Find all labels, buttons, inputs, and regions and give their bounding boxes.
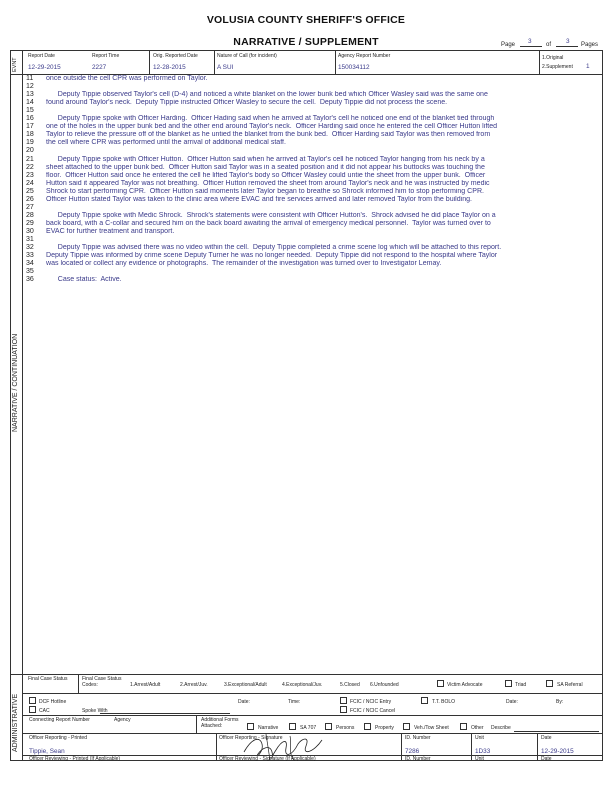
line-number: 24 bbox=[26, 179, 34, 187]
victim-advocate-checkbox[interactable] bbox=[437, 680, 444, 687]
narrative-line bbox=[26, 156, 604, 164]
form-property-label: Property bbox=[375, 725, 394, 731]
line-number: 17 bbox=[26, 123, 34, 131]
id-number2-label: ID. Number bbox=[405, 756, 431, 762]
narrative-line bbox=[26, 276, 604, 284]
line-text: back board, with a C-collar and secured him on the back board awaiting the arrival of emergency medical personnel. Taylor was turned over to bbox=[46, 219, 491, 227]
narrative-line bbox=[26, 147, 604, 155]
id-number-label: ID. Number bbox=[405, 735, 431, 741]
line-number: 33 bbox=[26, 252, 34, 260]
line-number: 20 bbox=[26, 147, 34, 155]
officer-reporting-label: Officer Reporting - Printed bbox=[29, 735, 87, 741]
line-number: 18 bbox=[26, 131, 34, 139]
narrative-line bbox=[26, 139, 604, 147]
officer-reviewing-signature-label: Officer Reviewing - Signature (If Applicable) bbox=[219, 756, 316, 762]
line-number: 31 bbox=[26, 236, 34, 243]
agency-label: Agency bbox=[114, 717, 131, 723]
unit2-label: Unit bbox=[475, 756, 484, 762]
narrative-line bbox=[26, 228, 604, 236]
orig-date: 12-28-2015 bbox=[153, 64, 186, 71]
form-sa707-label: SA 707 bbox=[300, 725, 317, 731]
nature-label: Nature of Call (for incident) bbox=[217, 53, 277, 59]
date-signed-label: Date bbox=[541, 735, 552, 741]
narrative-line bbox=[26, 244, 604, 252]
supplement-number: 1 bbox=[586, 63, 590, 70]
cac-checkbox[interactable] bbox=[29, 706, 36, 713]
tt-bolo-checkbox[interactable] bbox=[421, 697, 428, 704]
report-date-label: Report Date bbox=[28, 53, 55, 59]
line-number: 11 bbox=[26, 75, 34, 82]
line-number: 15 bbox=[26, 107, 34, 115]
triad-label: Triad bbox=[515, 682, 527, 688]
narrative-line bbox=[26, 236, 604, 244]
orig-date-label: Orig. Reported Date bbox=[153, 53, 198, 59]
line-number: 32 bbox=[26, 244, 34, 252]
nature-of-call: A SUI bbox=[217, 64, 234, 71]
line-text: Deputy Tippie was advised there was no video within the cell. Deputy Tippie completed a crime scene log which will be attached to this report. bbox=[46, 244, 502, 252]
narrative-line bbox=[26, 123, 604, 131]
line-text: Deputy Tippie was informed by crime scene Deputy Turner he was no longer needed. Deputy Tippie did not respond to the hospital where Taylor bbox=[46, 252, 498, 260]
line-text: Deputy Tippie spoke with Medic Shrock. Shrock's statements were consistent with Officer Hutton's. Shrock advised he did place Taylor on a bbox=[46, 211, 496, 219]
sa-referral-checkbox[interactable] bbox=[546, 680, 553, 687]
form-persons-label: Persons bbox=[336, 725, 355, 731]
unit-label: Unit bbox=[475, 735, 484, 741]
line-number: 30 bbox=[26, 227, 34, 235]
fcic-cancel-checkbox[interactable] bbox=[340, 706, 347, 713]
triad-checkbox[interactable] bbox=[505, 680, 512, 687]
line-text: Deputy Tippie spoke with Officer Hutton. Officer Hutton said when he arrived at Taylor's cell he noticed Taylor hanging from his neck by a bbox=[46, 155, 485, 163]
line-number: 35 bbox=[26, 268, 34, 276]
line-text: Shrock to start performing CPR. Officer Hutton said moments later Taylor began to breathe so Shrock informed him to stop performing CPR. bbox=[46, 187, 485, 195]
line-text: Hutton said it appeared Taylor was not breathing. Officer Hutton removed the sheet from around Taylor's neck and he was instructed by medic bbox=[46, 179, 490, 187]
line-number: 26 bbox=[26, 195, 34, 203]
code-closed: 5.Closed bbox=[340, 682, 360, 688]
line-number: 12 bbox=[26, 83, 34, 91]
date2-label: Date: bbox=[506, 699, 518, 705]
line-number: 28 bbox=[26, 211, 34, 219]
page-number: 3 bbox=[528, 38, 532, 45]
tt-bolo-label: T.T. BOLO bbox=[432, 699, 456, 705]
form-veh-tow-checkbox[interactable] bbox=[403, 723, 410, 730]
time-label: Time: bbox=[288, 699, 301, 705]
line-text: Case status: Active. bbox=[46, 276, 122, 284]
line-text: Taylor to relieve the pressure off of the blanket as he untied the blanket from the bunk bed. Officer Harding said Taylor was then removed from bbox=[46, 131, 491, 139]
administrative-side-label: ADMINISTRATIVE bbox=[12, 693, 19, 752]
officer-reporting-name: Tippie, Sean bbox=[29, 748, 65, 755]
narrative-line bbox=[26, 260, 604, 268]
line-text: Deputy Tippie spoke with Officer Harding. Officer Hading said when he arrived at Taylor's cell he noticed one end of the blanket tied through bbox=[46, 115, 495, 123]
fcic-entry-checkbox[interactable] bbox=[340, 697, 347, 704]
page-label: Page bbox=[501, 42, 516, 48]
line-number: 21 bbox=[26, 155, 34, 163]
form-other-label: Other bbox=[471, 725, 484, 731]
narrative-line bbox=[26, 91, 604, 99]
narrative-line bbox=[26, 268, 604, 276]
line-text: floor. Officer Hutton said once he entered the cell he lifted Taylor's body so Officer Wasley could untie the sheet from the upper bunk. Officer bbox=[46, 171, 486, 179]
line-number: 19 bbox=[26, 139, 34, 147]
id-number: 7286 bbox=[405, 748, 420, 755]
report-time: 2227 bbox=[92, 64, 107, 71]
cac-label: CAC bbox=[39, 708, 50, 714]
narrative-line bbox=[26, 196, 604, 204]
narrative-line bbox=[26, 252, 604, 260]
dcf-hotline-checkbox[interactable] bbox=[29, 697, 36, 704]
narrative-line bbox=[26, 188, 604, 196]
report-date: 12-29-2015 bbox=[28, 64, 61, 71]
narrative-line bbox=[26, 83, 604, 91]
date-signed: 12-29-2015 bbox=[541, 748, 574, 755]
line-number: 25 bbox=[26, 187, 34, 195]
line-number: 34 bbox=[26, 260, 34, 268]
line-text: was located or collect any evidence or photographs. The remainder of the investigation was turned over to Investigator Lemay. bbox=[46, 260, 442, 268]
line-number: 23 bbox=[26, 171, 34, 179]
fcic-cancel-label: FCIC / NCIC Cancel bbox=[350, 708, 396, 714]
code-exceptional-juv: 4.Exceptional/Juv. bbox=[282, 682, 323, 688]
form-other-checkbox[interactable] bbox=[460, 723, 467, 730]
narrative-line bbox=[26, 75, 604, 83]
sa-referral-label: SA Referral bbox=[557, 682, 583, 688]
agency-number-label: Agency Report Number bbox=[338, 53, 391, 59]
agency-title: VOLUSIA COUNTY SHERIFF'S OFFICE bbox=[206, 14, 406, 26]
narrative-line bbox=[26, 164, 604, 172]
line-number: 14 bbox=[26, 99, 34, 107]
unit-value: 1D33 bbox=[475, 748, 491, 755]
fcic-entry-label: FCIC / NCIC Entry bbox=[350, 699, 392, 705]
final-case-status-label: Final Case Status bbox=[28, 676, 68, 682]
code-arrest-juv: 2.Arrest/Juv. bbox=[180, 682, 208, 688]
line-text: one of the holes in the upper bunk bed and the other end around Taylor's neck. Officer Harding said once he entered the cell Officer Hutton lifted bbox=[46, 123, 498, 131]
original-option: 1.Original bbox=[542, 55, 564, 61]
form-narrative-checkbox[interactable] bbox=[247, 723, 254, 730]
form-veh-tow-label: Veh./Tow Sheet bbox=[414, 725, 449, 731]
narrative-line bbox=[26, 212, 604, 220]
line-text: Deputy Tippie observed Taylor's cell (D-4) and noticed a white blanket on the lower bunk bed which Officer Wasley said was the same one bbox=[46, 91, 488, 99]
narrative-line bbox=[26, 99, 604, 107]
narrative-line bbox=[26, 115, 604, 123]
line-number: 16 bbox=[26, 115, 34, 123]
connecting-report-label: Connecting Report Number bbox=[29, 717, 90, 723]
code-exceptional-adult: 3.Exceptional/Adult bbox=[224, 682, 267, 688]
of-label: of bbox=[546, 42, 552, 48]
line-text: Officer Hutton stated Taylor was taken to the clinic area where EVAC and fire services arrived and later removed Taylor from the building. bbox=[46, 195, 473, 203]
line-text: sheet attached to the upper bunk bed. Officer Hutton said Taylor was in a seated position and it did not appear his buttocks was touching the bbox=[46, 163, 485, 171]
dcf-hotline-label: DCF Hotline bbox=[39, 699, 67, 705]
officer-reviewing-label: Officer Reviewing - Printed (If Applicable) bbox=[29, 756, 121, 762]
final-case-codes-label: Final Case Status Codes: bbox=[82, 676, 122, 688]
victim-advocate-label: Victim Advocate bbox=[447, 682, 483, 688]
additional-forms-label: Additional Forms Attached: bbox=[201, 717, 239, 729]
code-unfounded: 6.Unfounded bbox=[370, 682, 399, 688]
page-total: 3 bbox=[566, 38, 570, 45]
narrative-line bbox=[26, 107, 604, 115]
form-narrative-label: Narrative bbox=[258, 725, 279, 731]
spoke-with-label: Spoke With bbox=[82, 708, 108, 714]
form-title: NARRATIVE / SUPPLEMENT bbox=[233, 36, 379, 48]
date-label: Date: bbox=[238, 699, 250, 705]
narrative-side-label: NARRATIVE / CONTINUATION bbox=[12, 333, 19, 432]
narrative-line bbox=[26, 172, 604, 180]
line-text: once outside the cell CPR was performed on Taylor. bbox=[46, 75, 208, 82]
pages-label: Pages bbox=[581, 42, 599, 48]
agency-report-number: 150034112 bbox=[338, 64, 370, 71]
narrative-line bbox=[26, 131, 604, 139]
line-number: 22 bbox=[26, 163, 34, 171]
line-number: 27 bbox=[26, 203, 34, 211]
officer-signature-label: Officer Reporting - Signature bbox=[219, 735, 283, 741]
by-label: By: bbox=[556, 699, 564, 705]
evnt-side-label: EVNT bbox=[12, 57, 18, 72]
report-time-label: Report Time bbox=[92, 53, 120, 59]
date2-signed-label: Date bbox=[541, 756, 552, 762]
line-text: the cell where CPR was performed until the arrival of additional medical staff. bbox=[46, 139, 286, 147]
line-number: 29 bbox=[26, 219, 34, 227]
describe-label: Describe bbox=[491, 725, 511, 731]
code-arrest-adult: 1.Arrest/Adult bbox=[130, 682, 161, 688]
narrative-line bbox=[26, 204, 604, 212]
narrative-line bbox=[26, 180, 604, 188]
form-property-checkbox[interactable] bbox=[364, 723, 371, 730]
narrative-line bbox=[26, 220, 604, 228]
line-text: found around Taylor's neck. Deputy Tippie instructed Officer Wasley to secure the cell. Deputy Tippie did not process the scene. bbox=[46, 99, 448, 107]
line-text: EVAC for further treatment and transport. bbox=[46, 227, 175, 235]
form-sa707-checkbox[interactable] bbox=[289, 723, 296, 730]
supplement-option: 2.Supplement bbox=[542, 64, 573, 70]
line-number: 13 bbox=[26, 91, 34, 99]
form-persons-checkbox[interactable] bbox=[325, 723, 332, 730]
line-number: 36 bbox=[26, 276, 34, 284]
